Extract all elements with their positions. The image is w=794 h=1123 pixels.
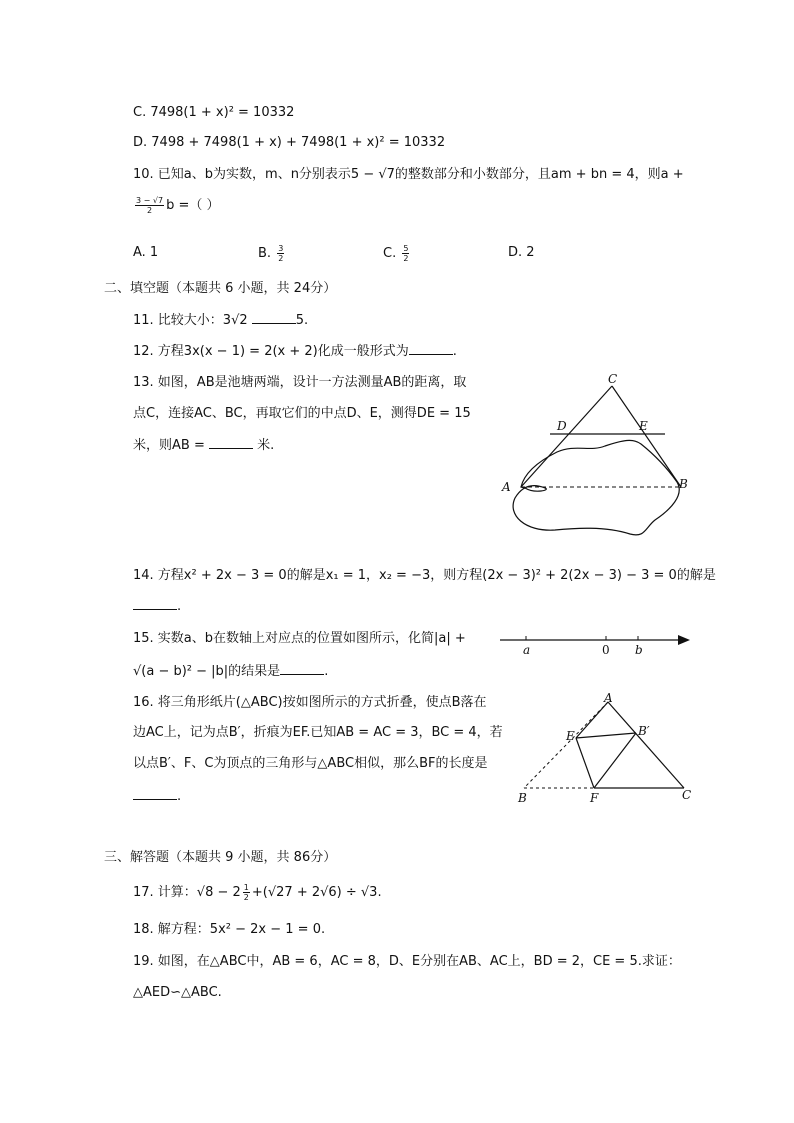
q15-line-2: √(a − b)² − |b|的结果是 . [133, 664, 329, 679]
q16-line-3: 以点B′、F、C为顶点的三角形与△ABC相似，那么BF的长度是 [133, 756, 488, 771]
q13-pond-figure [495, 370, 705, 540]
q13-line-1: 13. 如图，AB是池塘两端，设计一方法测量AB的距离，取 [133, 375, 467, 390]
point-c-label: C [608, 372, 618, 386]
point-b-label: B [518, 791, 527, 805]
q16-line-4: . [133, 787, 181, 806]
q9-option-d: D. 7498 + 7498(1 + x) + 7498(1 + x)² = 10332 [133, 135, 446, 150]
segment-eb-prime [576, 733, 636, 738]
answer-blank [280, 662, 324, 675]
point-a-label: A [604, 691, 613, 705]
q18: 18. 解方程：5x² − 2x − 1 = 0. [133, 922, 326, 937]
point-f-label: F [590, 791, 599, 805]
q16-fold-figure [510, 688, 700, 810]
label-b: b [635, 643, 643, 657]
q12: 12. 方程3x(x − 1) = 2(x + 2)化成一般形式为 . [133, 344, 457, 359]
point-b-prime-label: B′ [638, 724, 650, 738]
q13-line-2: 点C，连接AC、BC，再取它们的中点D、E，测得DE = 15 [133, 406, 471, 421]
segment-cb [612, 386, 681, 487]
segment-ac [608, 702, 684, 788]
point-c-label: C [682, 788, 692, 802]
q10-option-b: B. $\frac{3}{2}$ [258, 244, 284, 263]
point-e-label: E [639, 419, 648, 433]
pond-outline [513, 440, 679, 535]
q17: 17. 计算：√8 − 2 $\frac{1}{2}$ +(√27 + 2√6) ÷ √3. [133, 883, 382, 902]
arrow-right-icon [678, 635, 690, 645]
q14-line-2: . [133, 597, 181, 616]
q13-line-3: 米，则AB = 米. [133, 438, 275, 453]
answer-blank [133, 597, 177, 610]
segment-ca [521, 386, 612, 487]
q14-line-1: 14. 方程x² + 2x − 3 = 0的解是x₁ = 1，x₂ = −3，则方程(2x − 3)² + 2(2x − 3) − 3 = 0的解是 [133, 568, 716, 583]
q16-line-2: 边AC上，记为点B′，折痕为EF.已知AB = AC = 3，BC = 4，若 [133, 725, 503, 740]
q10-option-a: A. 1 [133, 245, 159, 260]
point-e-label: E [566, 729, 575, 743]
section-2-title: 二、填空题（本题共 6 小题，共 24分） [104, 281, 337, 296]
label-zero: 0 [602, 643, 610, 657]
q10-option-d: D. 2 [508, 245, 535, 260]
q10-stem: 10. 已知a、b为实数，m、n分别表示5 − √7的整数部分和小数部分，且am + bn = 4，则a + [133, 167, 684, 182]
answer-blank [133, 787, 177, 800]
point-d-label: D [557, 419, 567, 433]
q15-line-1: 15. 实数a、b在数轴上对应点的位置如图所示，化简|a| + [133, 631, 466, 646]
q19-line-2: △AED∽△ABC. [133, 985, 222, 1000]
point-b-label: B [679, 477, 688, 491]
q10-stem-cont: $\frac{3 - √7}{2}$ b =（ ） [136, 196, 220, 215]
q15-number-line [498, 628, 694, 660]
q16-line-1: 16. 将三角形纸片(△ABC)按如图所示的方式折叠，使点B落在 [133, 695, 487, 710]
q10-option-c: C. $\frac{5}{2}$ [383, 244, 409, 263]
q9-option-c: C. 7498(1 + x)² = 10332 [133, 105, 295, 120]
answer-blank [409, 342, 453, 355]
answer-blank [209, 436, 253, 449]
q10-fraction: $\frac{3 - √7}{2}$ [136, 196, 164, 215]
segment-ef [576, 738, 594, 788]
q11: 11. 比较大小：3√2 5. [133, 313, 309, 328]
label-a: a [523, 643, 531, 657]
ab-dashed-lower [524, 702, 608, 788]
section-3-title: 三、解答题（本题共 9 小题，共 86分） [104, 850, 337, 865]
q17-fraction: $\frac{1}{2}$ [243, 883, 249, 902]
point-a-label: A [502, 480, 511, 494]
q19-line-1: 19. 如图，在△ABC中，AB = 6，AC = 8，D、E分别在AB、AC上，BD = 2，CE = 5.求证： [133, 954, 681, 969]
answer-blank [252, 311, 296, 324]
segment-ae [576, 702, 608, 738]
segment-b-prime-f [594, 733, 636, 788]
